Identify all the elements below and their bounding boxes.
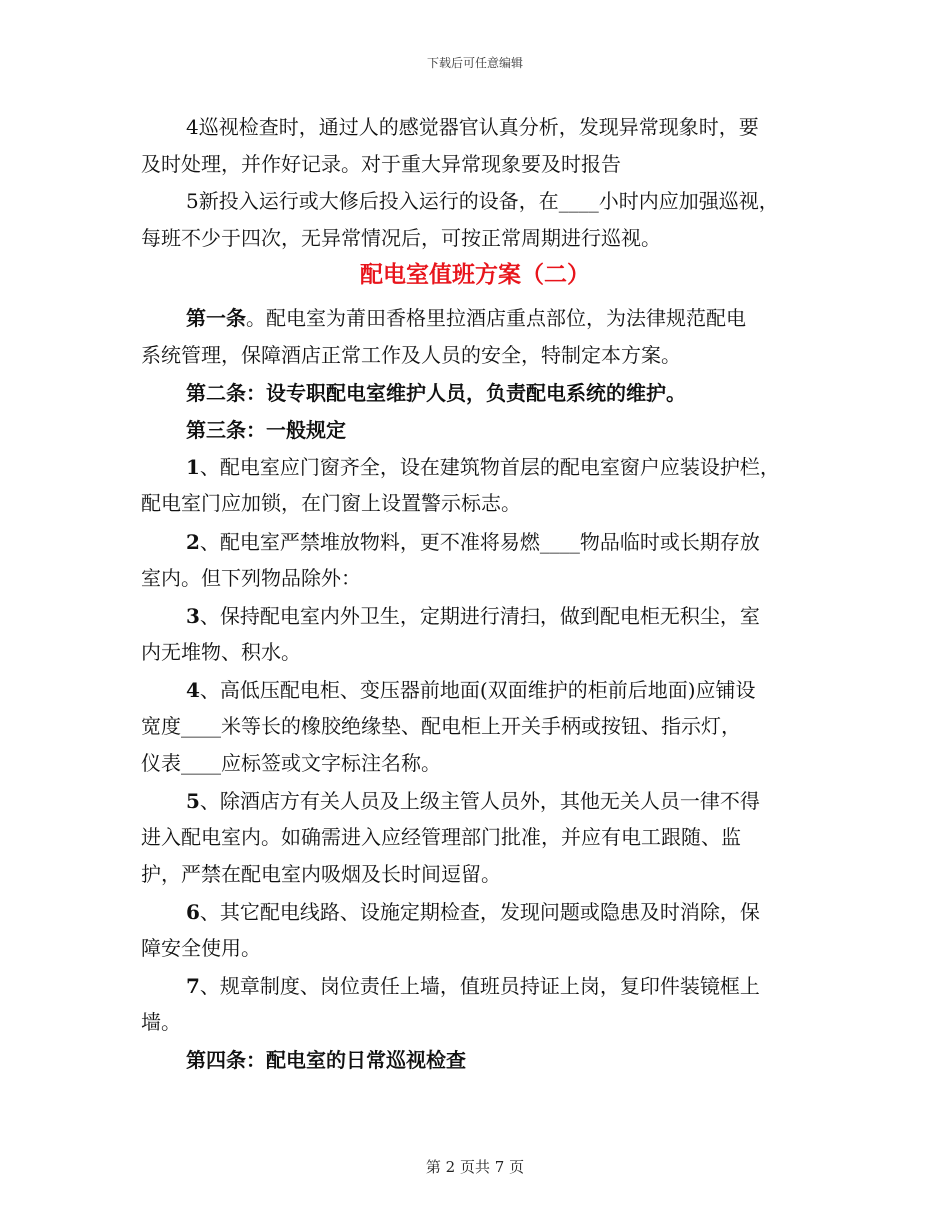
item-4 [186,677,756,703]
item-5-continued: 护，严禁在配电室内吸烟及长时间逗留。 [141,862,501,886]
item-5-continued: 进入配电室内。如确需进入应经管理部门批准，并应有电工跟随、监 [141,825,741,849]
item-1 [186,454,780,480]
item-text: 、高低压配电柜、变压器前地面(双面维护的柜前后地面)应铺设 [199,678,756,702]
item-number: 4 [186,678,200,702]
page-footer: 第 2 页共 7 页 [425,1158,525,1176]
article-4 [186,1047,466,1073]
article-4-text: 第四条：配电室的日常巡视检查 [186,1048,466,1072]
item-number: 6 [186,900,200,924]
article-1-text: 。配电室为莆田香格里拉酒店重点部位，为法律规范配电 [246,306,746,330]
item-6-continued: 障安全使用。 [141,936,261,960]
paragraph-line: 每班不少于四次，无异常情况后，可按正常周期进行巡视。 [141,226,661,250]
paragraph-line: 及时处理，并作好记录。对于重大异常现象要及时报告 [141,152,621,176]
item-1-continued: 配电室门应加锁，在门窗上设置警示标志。 [141,491,521,515]
article-1 [186,305,746,331]
article-2-text: 第二条：设专职配电室维护人员，负责配电系统的维护。 [186,381,686,405]
item-number: 7 [186,974,200,998]
item-4-continued: 仪表____应标签或文字标注名称。 [141,751,441,775]
item-text: 、配电室严禁堆放物料，更不准将易燃____物品临时或长期存放 [199,530,760,554]
item-3-continued: 内无堆物、积水。 [141,640,301,664]
paragraph-line: 5新投入运行或大修后投入运行的设备，在____小时内应加强巡视， [186,189,779,213]
item-number: 5 [186,789,200,813]
item-number: 1 [186,455,200,479]
article-1-label: 第一条 [186,306,246,330]
item-5 [186,788,760,814]
item-3 [186,603,760,629]
item-2 [186,529,760,555]
item-number: 2 [186,530,200,554]
article-3 [186,417,346,443]
item-6 [186,899,760,925]
article-3-text: 第三条：一般规定 [186,418,346,442]
item-text: 、其它配电线路、设施定期检查，发现问题或隐患及时消除，保 [199,900,760,924]
article-1-continued: 系统管理，保障酒店正常工作及人员的安全，特制定本方案。 [141,343,681,367]
page-header: 下载后可任意编辑 [426,56,523,70]
item-number: 3 [186,604,200,628]
item-2-continued: 室内。但下列物品除外： [141,566,361,590]
item-4-continued: 宽度____米等长的橡胶绝缘垫、配电柜上开关手柄或按钮、指示灯， [141,714,741,738]
item-text: 、除酒店方有关人员及上级主管人员外，其他无关人员一律不得 [199,789,760,813]
item-text: 、保持配电室内外卫生，定期进行清扫，做到配电柜无积尘，室 [199,604,760,628]
article-2 [186,380,686,406]
item-text: 、配电室应门窗齐全，设在建筑物首层的配电室窗户应装设护栏， [199,455,780,479]
item-text: 、规章制度、岗位责任上墙，值班员持证上岗，复印件装镜框上 [199,974,760,998]
item-7-continued: 墙。 [141,1010,181,1034]
paragraph-line: 4巡视检查时，通过人的感觉器官认真分析，发现异常现象时，要 [186,115,759,139]
item-7 [186,973,760,999]
section-title: 配电室值班方案（二） [360,261,590,288]
